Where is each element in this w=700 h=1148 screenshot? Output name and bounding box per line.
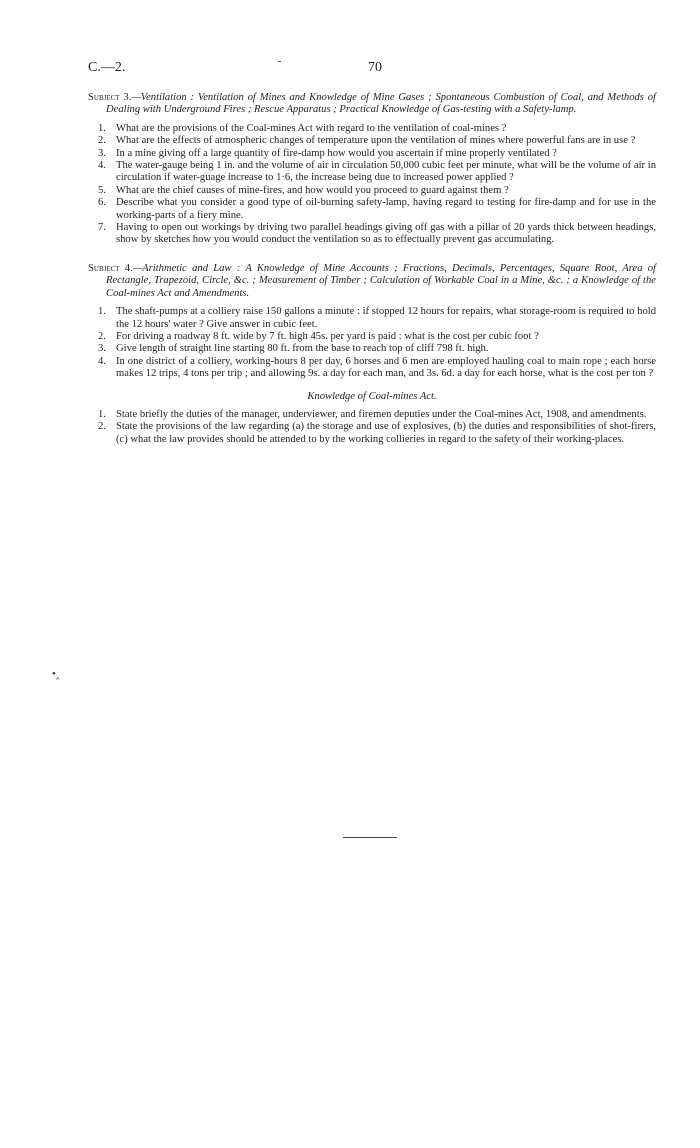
subject-4-heading [88, 263, 656, 300]
subject-4-title: —Arithmetic and Law : A Knowledge of Mine Accounts ; Fractions, Decimals, Percentages, Square Root, Area of Rectangle, Trapezoid, Circle, &c. ; Measurement of Timber ; Calculation of Workable Coal in a Mine, &c. ; a Knowledge of the Coal-mines Act and Amendments. [106, 262, 656, 299]
question-item: 6. Describe what you consider a good type of oil-burning safety-lamp, having regard to testing for fire-damp and for use in the working-parts of a fiery mine. [98, 197, 656, 221]
page-content [88, 92, 656, 446]
question-item: 1. What are the provisions of the Coal-mines Act with regard to the ventilation of coal-mines ? [98, 122, 507, 134]
page-number: 70 [368, 60, 382, 75]
header-mark: - [278, 56, 282, 67]
end-rule [343, 837, 397, 838]
subject-4-questions [88, 306, 656, 380]
margin-mark: •‸ [52, 668, 60, 680]
question-item: 1. State briefly the duties of the manager, underviewer, and firemen deputies under the Coal-mines Act, 1908, and amendments. [98, 408, 647, 420]
subject-3-questions [88, 123, 656, 247]
subject-3-title: —Ventilation : Ventilation of Mines and Knowledge of Mine Gases ; Spontaneous Combustion of Coal, and Methods of Dealing with Underground Fires ; Rescue Apparatus ; Practical Knowledge of Gas-testing with a Safety-lamp. [106, 92, 657, 116]
question-item: 7. Having to open out workings by driving two parallel headings giving off gas with a pillar of 20 yards thick between headings, show by sketches how you would conduct the ventilation so as to effectually prevent gas accumulating. [98, 222, 656, 246]
coal-mines-act-questions [88, 409, 656, 446]
question-item: 3. Give length of straight line starting 80 ft. from the base to reach top of cliff 798 ft. high. [98, 343, 489, 355]
question-item: 1. The shaft-pumps at a colliery raise 150 gallons a minute : if stopped 12 hours for repairs, what storage-room is required to hold the 12 hours' water ? Give answer in cubic feet. [98, 306, 656, 330]
question-item: 4. In one district of a colliery, working-hours 8 per day, 6 horses and 6 men are employed hauling coal to main rope ; each horse makes 12 trips, 4 tons per trip ; and allowing 9s. a day for each man, and 3s. 6d. a day for each horse, what is the cost per ton ? [98, 355, 656, 380]
question-item: 5. What are the chief causes of mine-fires, and how would you proceed to guard against them ? [98, 184, 509, 196]
question-item: 3. In a mine giving off a large quantity of fire-damp how would you ascertain if mine properly ventilated ? [98, 147, 557, 159]
coal-mines-act-heading: Knowledge of Coal-mines Act. [307, 390, 437, 402]
question-item: 2. What are the effects of atmospheric changes of temperature upon the ventilation of mines where powerful fans are in use ? [98, 135, 636, 147]
subject-3-heading [88, 92, 656, 117]
subject-4-label: Subject 4. [88, 262, 133, 274]
document-reference: C.—2. [88, 60, 126, 75]
subject-3-label: Subject 3. [88, 92, 132, 103]
question-item: 4. The water-gauge being 1 in. and the volume of air in circulation 50,000 cubic feet per minute, what will be the volume of air in circulation if water-guage increase to 1·6, the increase being due to increased power applied ? [98, 160, 656, 184]
question-item: 2. State the provisions of the law regarding (a) the storage and use of explosives, (b) the duties and responsibilities of shot-firers, (c) what the law provides should be attended to by the working collieries in regard to the safety of their working-places. [98, 421, 656, 445]
question-item: 2. For driving a roadway 8 ft. wide by 7 ft. high 45s. per yard is paid : what is the cost per cubic foot ? [98, 330, 539, 342]
page-header [88, 56, 654, 80]
